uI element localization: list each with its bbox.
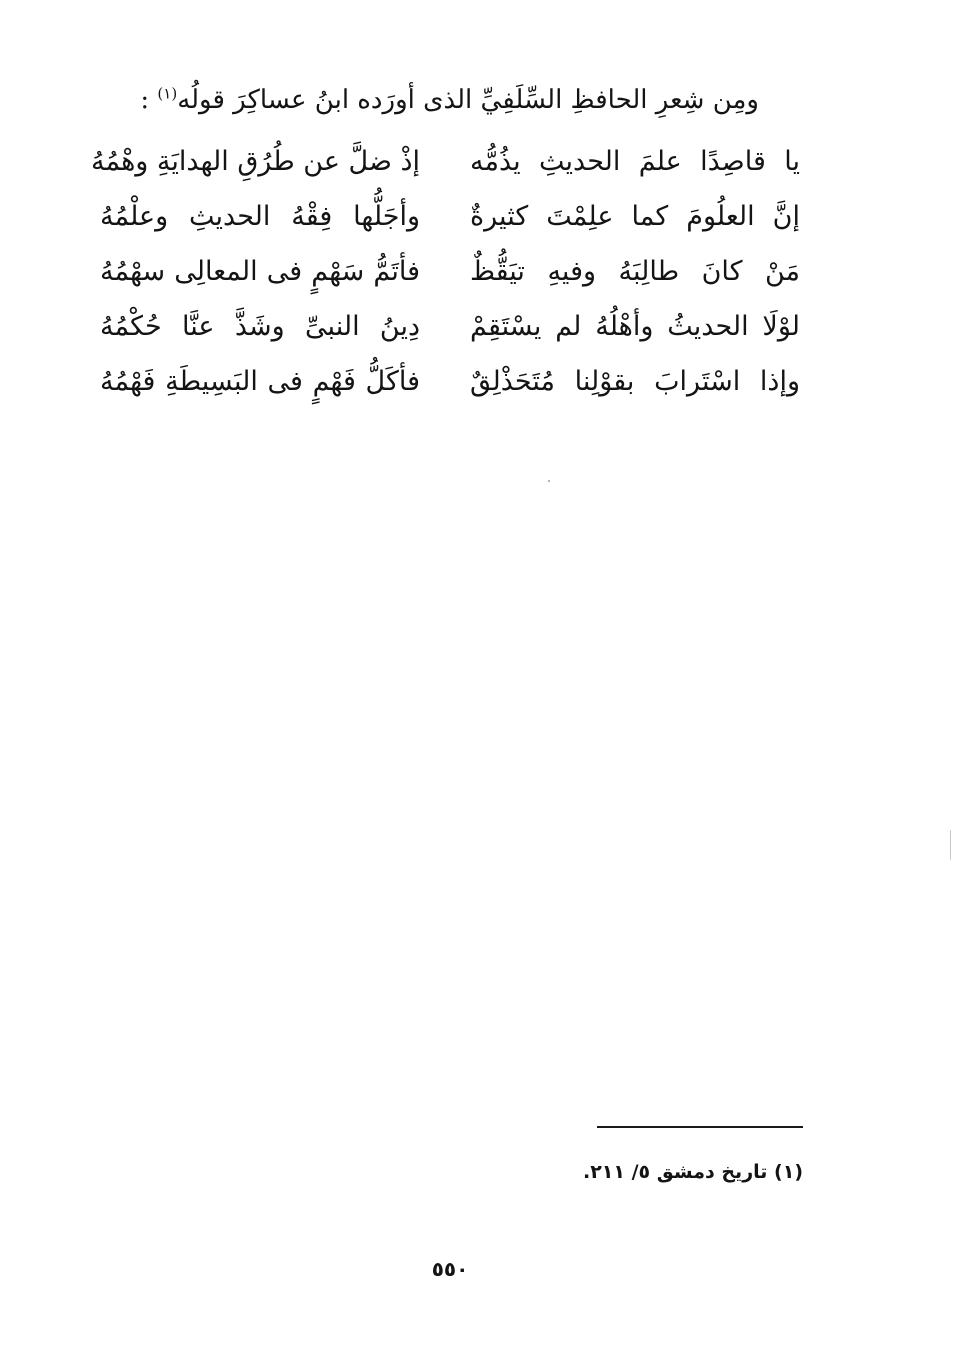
verse <box>100 197 800 252</box>
verse-second-hemistich: فأكَلُّ فَهْمٍ فى البَسِيطَةِ فَهْمُهُ <box>100 366 420 397</box>
verse-second-hemistich: وأجَلُّها فِقْهُ الحديثِ وعلْمُهُ <box>100 201 420 232</box>
intro-colon: : <box>140 85 158 115</box>
verse <box>100 362 800 417</box>
verse-second-hemistich: دِينُ النبىِّ وشَذَّ عنَّا حُكْمُهُ <box>100 311 420 342</box>
intro-text: ومِن شِعرِ الحافظِ السِّلَفِيِّ الذى أورَده ابنُ عساكِرَ قولُه <box>177 85 759 115</box>
verse <box>90 142 800 197</box>
verse-second-hemistich: إذْ ضلَّ عن طُرُقِ الهدايَةِ وهْمُهُ <box>90 146 420 177</box>
page-number: ٥٥٠ <box>431 1257 469 1281</box>
poem <box>90 142 800 417</box>
verse <box>100 252 800 307</box>
verse-first-hemistich: مَنْ كانَ طالِبَهُ وفيهِ تيَقُّظٌ <box>470 256 800 287</box>
verse-first-hemistich: وإذا اسْتَرابَ بقوْلِنا مُتَحَذْلِقٌ <box>470 366 800 397</box>
verse-second-hemistich: فأتَمُّ سَهْمٍ فى المعالِى سهْمُهُ <box>100 256 420 287</box>
footnote-reference[interactable]: (١) <box>157 84 178 103</box>
verse <box>100 307 800 362</box>
verse-first-hemistich: لوْلَا الحديثُ وأهْلُهُ لم يسْتَقِمْ <box>470 311 800 342</box>
scan-edge-mark <box>950 830 951 860</box>
intro-line <box>140 80 759 120</box>
footnote-separator <box>597 1126 803 1128</box>
scan-speck <box>548 480 550 482</box>
verse-first-hemistich: إنَّ العلُومَ كما علِمْتَ كثيرةٌ <box>470 201 800 232</box>
footnote: (١) تاريخ دمشق ٥/ ٢١١. <box>582 1161 803 1183</box>
verse-first-hemistich: يا قاصِدًا علمَ الحديثِ يذُمُّه <box>470 146 800 177</box>
